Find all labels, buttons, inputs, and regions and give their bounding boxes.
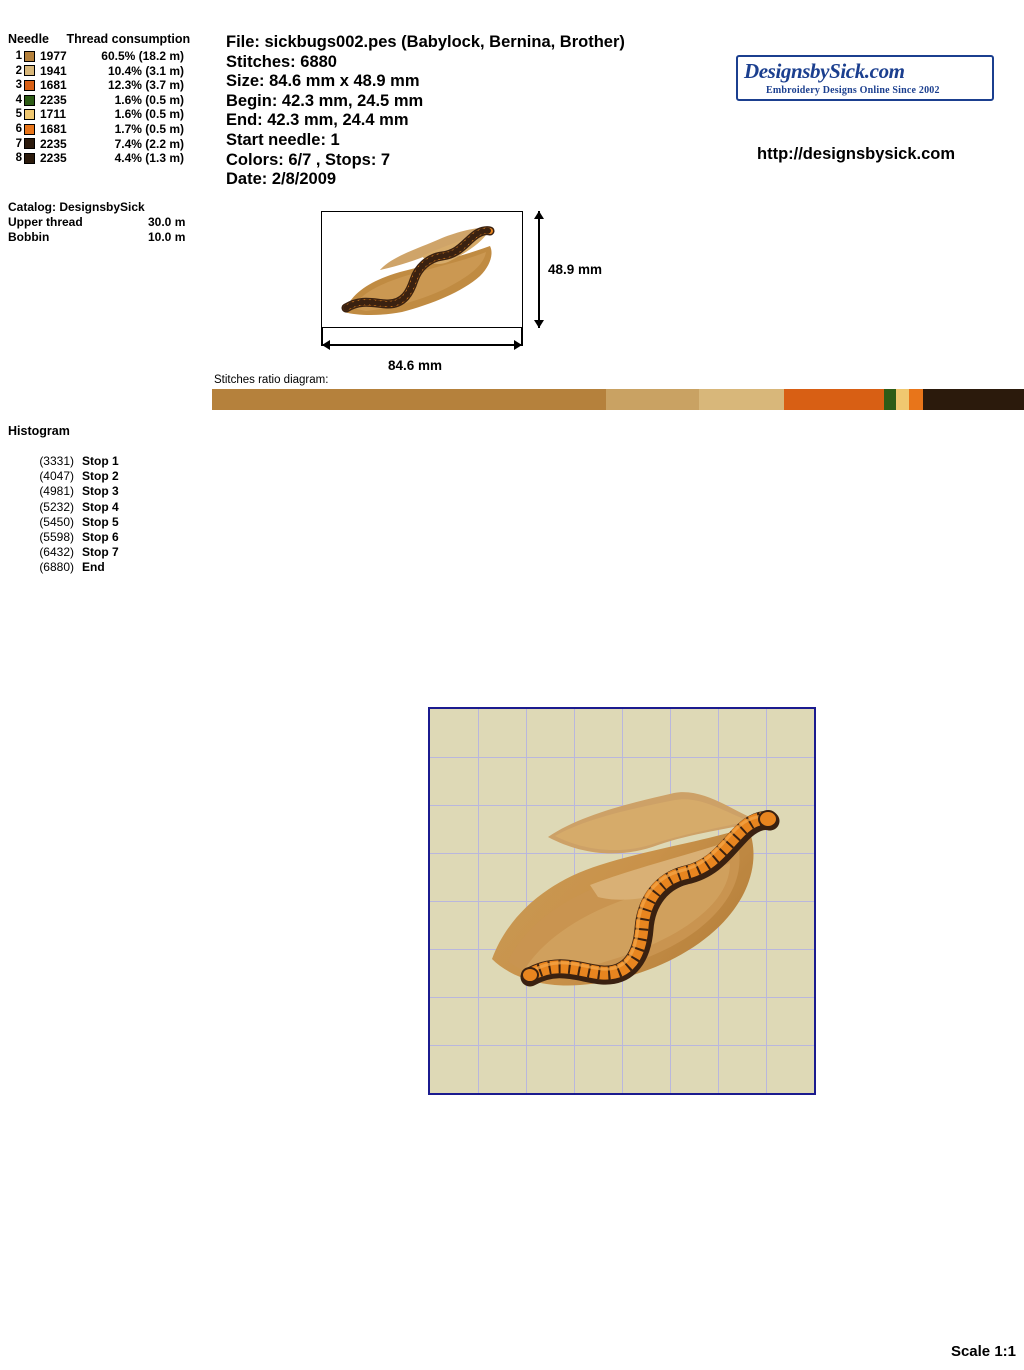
design-preview-large xyxy=(428,707,816,1095)
bobbin-row xyxy=(8,230,228,245)
brand-logo xyxy=(736,55,998,103)
histogram-label: Stop 1 xyxy=(82,454,119,468)
needle-column-header: Needle xyxy=(8,32,49,46)
histogram-count: (5232) xyxy=(39,499,74,514)
thread-code: 1977 xyxy=(40,49,67,63)
ratio-segment xyxy=(909,389,923,410)
upper-thread-value: 30.0 m xyxy=(148,215,186,229)
table-row xyxy=(8,64,218,79)
width-dimension-line xyxy=(322,344,522,346)
width-dimension-label: 84.6 mm xyxy=(388,358,443,373)
needle-index: 6 xyxy=(15,122,22,135)
thread-color-swatch xyxy=(24,51,35,62)
needle-index: 8 xyxy=(15,152,22,165)
thread-color-swatch xyxy=(24,124,35,135)
needle-index: 1 xyxy=(15,50,22,62)
site-url: http://designsbysick.com xyxy=(757,145,956,163)
info-begin: Begin: 42.3 mm, 24.5 mm xyxy=(226,91,424,110)
list-item xyxy=(8,454,208,469)
list-item xyxy=(8,484,208,499)
design-preview-small xyxy=(321,211,523,328)
list-item xyxy=(8,530,208,545)
list-item xyxy=(8,560,208,575)
histogram-count: (5598) xyxy=(39,529,74,544)
bobbin-value: 10.0 m xyxy=(148,230,186,244)
table-row xyxy=(8,122,218,137)
list-item xyxy=(8,469,208,484)
thread-color-swatch xyxy=(24,65,35,76)
histogram-list xyxy=(8,454,208,576)
thread-code: 1681 xyxy=(40,78,67,93)
histogram-count: (4981) xyxy=(39,484,74,499)
stitches-ratio-diagram xyxy=(212,389,1024,410)
thread-consumption-column-header: Thread consumption xyxy=(66,32,191,46)
table-row xyxy=(8,107,218,122)
stitches-ratio-label: Stitches ratio diagram: xyxy=(214,374,329,386)
needle-index: 3 xyxy=(15,79,22,92)
ratio-segment xyxy=(606,389,699,410)
thread-color-swatch xyxy=(24,153,35,164)
thread-code: 2235 xyxy=(40,136,67,151)
histogram-label: End xyxy=(82,560,105,575)
needle-index: 4 xyxy=(15,93,22,106)
ratio-segment xyxy=(212,389,606,410)
bobbin-label: Bobbin xyxy=(8,230,50,244)
ratio-segment xyxy=(923,389,1024,410)
height-dimension-line xyxy=(538,211,540,328)
histogram-count: (3331) xyxy=(39,454,74,468)
histogram-title: Histogram xyxy=(8,424,70,438)
histogram-count: (6880) xyxy=(39,560,74,575)
info-size: Size: 84.6 mm x 48.9 mm xyxy=(226,72,420,91)
info-start-needle: Start needle: 1 xyxy=(226,130,340,149)
thread-color-swatch xyxy=(24,109,35,120)
thread-amount: 12.3% (3.7 m) xyxy=(107,78,184,93)
ratio-segment xyxy=(884,389,897,410)
histogram-label: Stop 6 xyxy=(82,529,119,544)
histogram-count: (6432) xyxy=(39,545,74,560)
info-colors: Colors: 6/7 , Stops: 7 xyxy=(226,150,391,169)
list-item xyxy=(8,545,208,560)
histogram-label: Stop 3 xyxy=(82,484,119,499)
histogram-label: Stop 5 xyxy=(82,514,119,529)
catalog-name: Catalog: DesignsbySick xyxy=(8,200,145,214)
needle-index: 5 xyxy=(15,108,22,121)
table-row xyxy=(8,49,218,64)
histogram-count: (5450) xyxy=(39,514,74,529)
histogram-label: Stop 7 xyxy=(82,545,119,560)
thread-amount: 60.5% (18.2 m) xyxy=(101,49,184,63)
thread-amount: 1.7% (0.5 m) xyxy=(114,121,184,136)
design-info xyxy=(226,33,625,190)
needle-index: 7 xyxy=(15,137,22,150)
table-row xyxy=(8,93,218,108)
thread-amount: 7.4% (2.2 m) xyxy=(114,136,184,151)
ratio-segment xyxy=(699,389,783,410)
needle-index: 2 xyxy=(15,64,22,77)
needle-table-header xyxy=(8,32,218,46)
scale-label: Scale 1:1 xyxy=(950,1343,1016,1360)
list-item xyxy=(8,500,208,515)
logo-title: DesignsbySick.com xyxy=(744,59,905,83)
list-item xyxy=(8,515,208,530)
info-end: End: 42.3 mm, 24.4 mm xyxy=(226,111,409,130)
upper-thread-label: Upper thread xyxy=(8,215,83,229)
thread-code: 1711 xyxy=(40,107,67,122)
histogram-count: (4047) xyxy=(39,469,74,484)
width-arrow-right-icon xyxy=(514,340,522,350)
thread-code: 2235 xyxy=(40,151,67,166)
thread-amount: 1.6% (0.5 m) xyxy=(114,107,184,122)
upper-thread-row xyxy=(8,215,228,230)
height-arrow-bottom-icon xyxy=(534,320,544,328)
logo-box xyxy=(736,55,994,101)
thread-color-swatch xyxy=(24,138,35,149)
thread-code: 1941 xyxy=(40,63,67,78)
catalog-block xyxy=(8,200,228,245)
thread-code: 1681 xyxy=(40,121,67,136)
thread-amount: 10.4% (3.1 m) xyxy=(107,63,184,78)
preview-thumbnail-svg xyxy=(322,212,522,327)
needle-table xyxy=(8,32,218,166)
thread-code: 2235 xyxy=(40,92,67,107)
table-row xyxy=(8,151,218,166)
histogram-label: Stop 2 xyxy=(82,469,119,484)
ratio-segment xyxy=(784,389,884,410)
thread-amount: 1.6% (0.5 m) xyxy=(114,92,184,107)
height-dimension-label: 48.9 mm xyxy=(548,262,603,277)
info-file: File: sickbugs002.pes (Babylock, Bernina, Brother) xyxy=(226,33,625,51)
table-row xyxy=(8,78,218,93)
logo-tagline: Embroidery Designs Online Since 2002 xyxy=(766,85,940,96)
table-row xyxy=(8,137,218,152)
thread-color-swatch xyxy=(24,80,35,91)
histogram-label: Stop 4 xyxy=(82,499,119,514)
height-arrow-top-icon xyxy=(534,211,544,219)
info-date: Date: 2/8/2009 xyxy=(226,170,337,189)
info-stitches: Stitches: 6880 xyxy=(226,52,337,71)
thread-color-swatch xyxy=(24,95,35,106)
design-artwork-svg xyxy=(430,709,814,1093)
thread-amount: 4.4% (1.3 m) xyxy=(114,151,184,166)
ratio-segment xyxy=(896,389,909,410)
width-arrow-left-icon xyxy=(322,340,330,350)
